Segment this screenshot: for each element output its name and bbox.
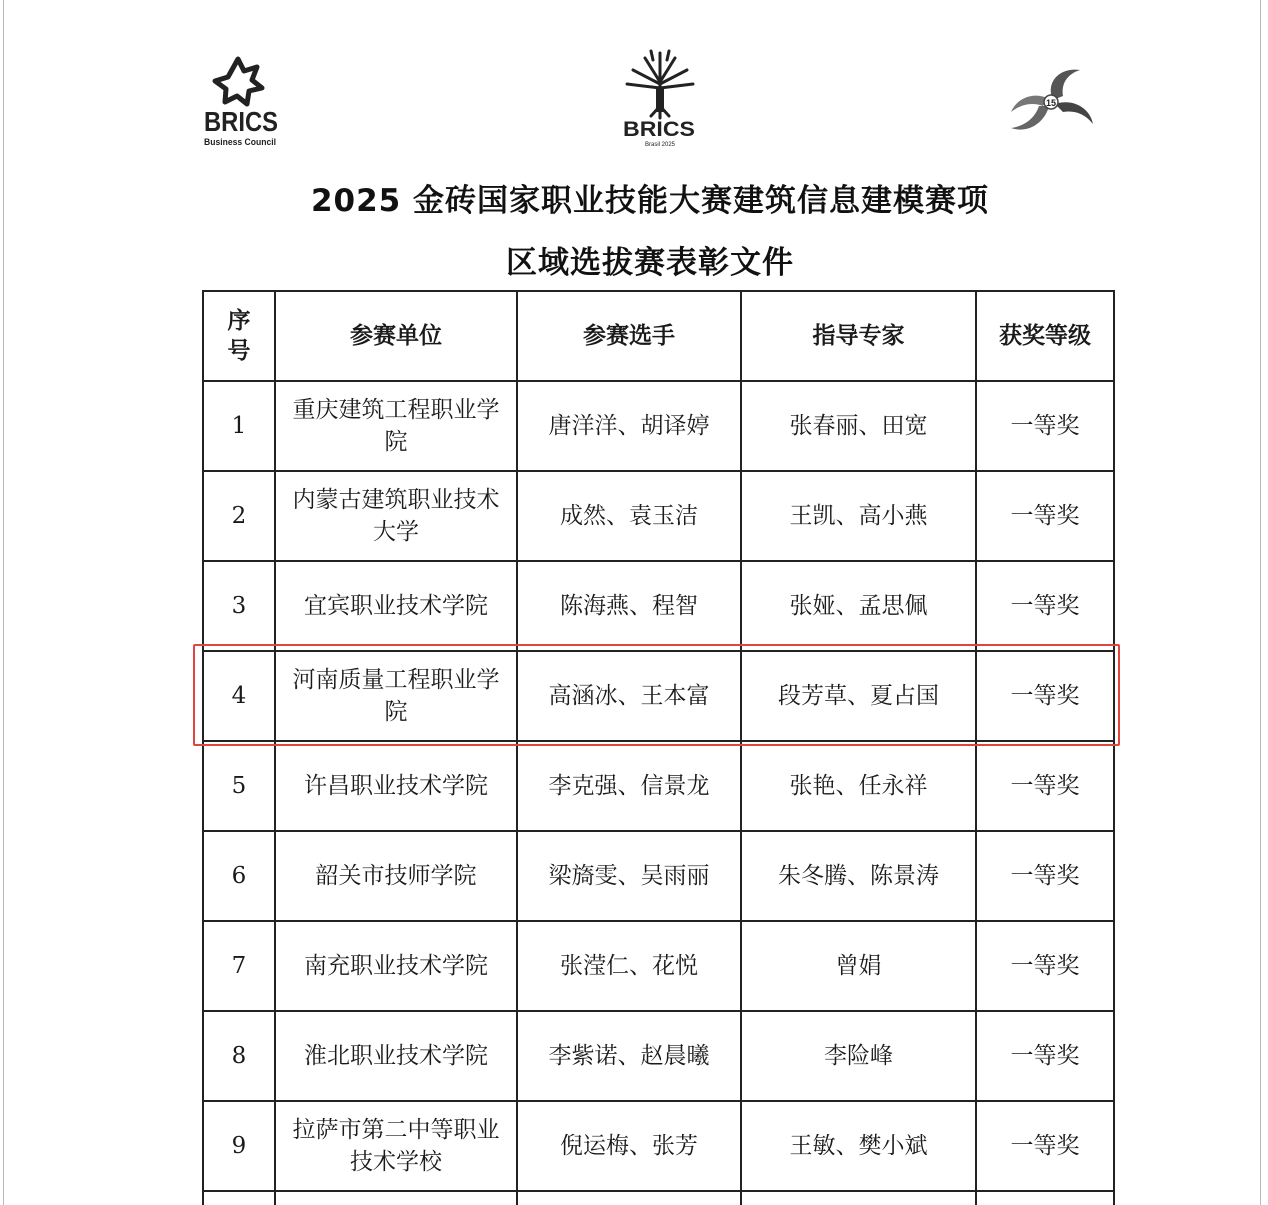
- cell-index: 5: [203, 741, 275, 831]
- cell-award: 一等奖: [976, 381, 1114, 471]
- cell-award: 一等奖: [976, 471, 1114, 561]
- tree-icon: [615, 48, 705, 148]
- table-row: [203, 1101, 1114, 1191]
- logo-left-subtitle: Business Council: [204, 137, 276, 147]
- table-row: [203, 471, 1114, 561]
- table-row-highlighted: [203, 651, 1114, 741]
- cell-unit: 韶关市技师学院: [275, 831, 517, 921]
- cell-experts: 王凯、高小燕: [741, 471, 976, 561]
- header-index: 序号: [203, 291, 275, 381]
- cell-unit: 南充职业技术学院: [275, 921, 517, 1011]
- cell-experts: 张娅、孟思佩: [741, 561, 976, 651]
- cell-award: 一等奖: [976, 831, 1114, 921]
- cell-players: 梁旖雯、吴雨丽: [517, 831, 741, 921]
- cell-index: 3: [203, 561, 275, 651]
- cell-index: 7: [203, 921, 275, 1011]
- cell-unit: 重庆建筑工程职业学院: [275, 381, 517, 471]
- cell-experts: 张春丽、田宽: [741, 381, 976, 471]
- cell-award: 一等奖: [976, 561, 1114, 651]
- table-row: [203, 921, 1114, 1011]
- cell-index: 2: [203, 471, 275, 561]
- cell-empty: [976, 1191, 1114, 1205]
- document-title-line-2: 区域选拔赛表彰文件: [506, 245, 794, 281]
- cell-players: 张滢仁、花悦: [517, 921, 741, 1011]
- cell-players: 倪运梅、张芳: [517, 1101, 741, 1191]
- cell-unit: 淮北职业技术学院: [275, 1011, 517, 1101]
- cell-experts: 张艳、任永祥: [741, 741, 976, 831]
- cell-award: 一等奖: [976, 1101, 1114, 1191]
- header-unit: 参赛单位: [275, 291, 517, 381]
- document-title-line-1: 2025 金砖国家职业技能大赛建筑信息建模赛项: [310, 183, 990, 219]
- cell-experts: 王敏、樊小斌: [741, 1101, 976, 1191]
- brics-business-council-logo: [200, 55, 286, 150]
- cell-empty: [203, 1191, 275, 1205]
- cell-experts: 李险峰: [741, 1011, 976, 1101]
- cell-empty: [517, 1191, 741, 1205]
- cell-award: 一等奖: [976, 741, 1114, 831]
- cell-players: 陈海燕、程智: [517, 561, 741, 651]
- cell-players: 成然、袁玉洁: [517, 471, 741, 561]
- cell-players: 李克强、信景龙: [517, 741, 741, 831]
- cell-experts: 朱冬腾、陈景涛: [741, 831, 976, 921]
- cell-index: 4: [203, 651, 275, 741]
- awards-table: [202, 290, 1115, 1205]
- cell-unit: 许昌职业技术学院: [275, 741, 517, 831]
- table-row: [203, 561, 1114, 651]
- cell-empty: [275, 1191, 517, 1205]
- table-row: [203, 1011, 1114, 1101]
- star-icon: [200, 55, 286, 150]
- cell-index: 1: [203, 381, 275, 471]
- header-experts: 指导专家: [741, 291, 976, 381]
- swirl-logo: [1005, 62, 1100, 142]
- cell-unit: 河南质量工程职业学院: [275, 651, 517, 741]
- logo-right-mark: 15: [1046, 98, 1057, 108]
- cell-unit: 内蒙古建筑职业技术大学: [275, 471, 517, 561]
- logo-center-brics: BRICS: [623, 118, 695, 141]
- logo-left-brics: BRICS: [204, 106, 278, 137]
- table-row: [203, 741, 1114, 831]
- logo-center-subtitle: Brasil 2025: [645, 142, 676, 148]
- table-row: [203, 381, 1114, 471]
- cell-players: 唐洋洋、胡译婷: [517, 381, 741, 471]
- cell-index: 6: [203, 831, 275, 921]
- cell-index: 8: [203, 1011, 275, 1101]
- header-award: 获奖等级: [976, 291, 1114, 381]
- cell-players: 李紫诺、赵晨曦: [517, 1011, 741, 1101]
- cell-award: 一等奖: [976, 1011, 1114, 1101]
- cell-unit: 宜宾职业技术学院: [275, 561, 517, 651]
- cell-players: 高涵冰、王本富: [517, 651, 741, 741]
- cell-award: 一等奖: [976, 651, 1114, 741]
- cell-experts: 段芳草、夏占国: [741, 651, 976, 741]
- cell-award: 一等奖: [976, 921, 1114, 1011]
- header-players: 参赛选手: [517, 291, 741, 381]
- swirl-icon: [1005, 62, 1100, 142]
- brics-tree-logo: [615, 48, 705, 148]
- cell-unit: 拉萨市第二中等职业技术学校: [275, 1101, 517, 1191]
- cell-index: 9: [203, 1101, 275, 1191]
- table-header-row: [203, 291, 1114, 381]
- table-row-cut-off: [203, 1191, 1114, 1205]
- cell-experts: 曾娟: [741, 921, 976, 1011]
- table-row: [203, 831, 1114, 921]
- cell-empty: [741, 1191, 976, 1205]
